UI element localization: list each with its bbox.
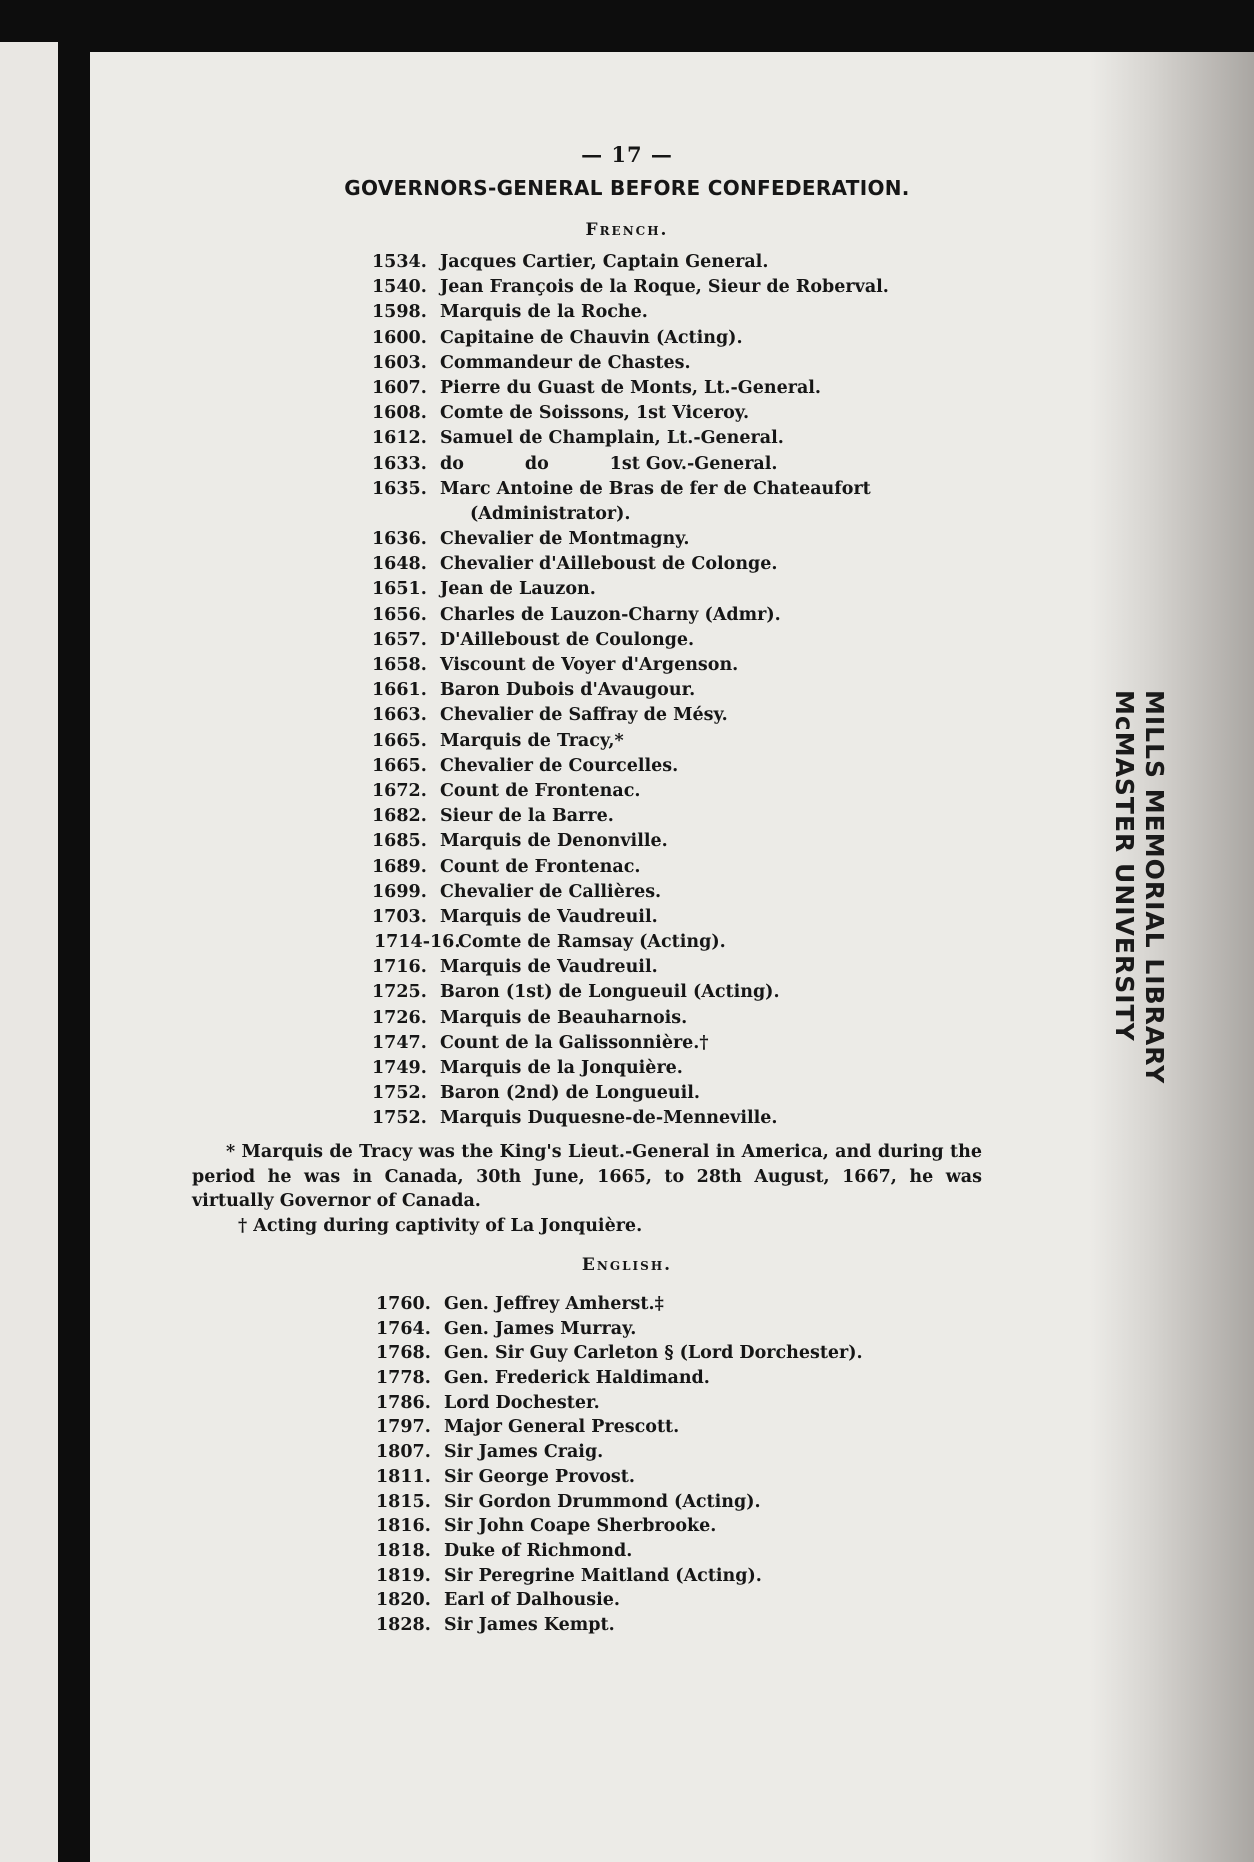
entry-year: 1747. xyxy=(372,1032,427,1053)
entry-year: 1725. xyxy=(372,982,427,1003)
entry-year: 1768. xyxy=(376,1343,431,1364)
list-item xyxy=(0,1442,1254,1467)
entry-name: Sir James Kempt. xyxy=(444,1614,615,1635)
entry-name: Marquis Duquesne-de-Menneville. xyxy=(440,1108,778,1129)
list-item xyxy=(0,1058,1254,1083)
list-item xyxy=(0,756,1254,781)
entry-name: Baron (1st) de Longueuil (Acting). xyxy=(440,982,780,1003)
entry-name: Sir Gordon Drummond (Acting). xyxy=(444,1491,761,1512)
list-item xyxy=(0,529,1254,554)
list-item xyxy=(0,403,1254,428)
list-item xyxy=(0,1368,1254,1393)
entry-name: Gen. James Murray. xyxy=(444,1318,637,1339)
entry-name: Baron Dubois d'Avaugour. xyxy=(440,680,696,701)
list-item xyxy=(0,907,1254,932)
list-item xyxy=(0,378,1254,403)
entry-year: 1752. xyxy=(372,1083,427,1104)
entry-year: 1633. xyxy=(372,453,427,474)
list-item xyxy=(0,630,1254,655)
entry-year: 1598. xyxy=(372,302,427,323)
entry-name: Marquis de Vaudreuil. xyxy=(440,906,658,927)
entry-name: Marquis de la Roche. xyxy=(440,302,648,323)
entry-name: Chevalier de Courcelles. xyxy=(440,755,679,776)
entry-year: 1828. xyxy=(376,1614,431,1635)
entry-name: Duke of Richmond. xyxy=(444,1540,633,1561)
entry-name: Capitaine de Chauvin (Acting). xyxy=(440,327,743,348)
list-item xyxy=(0,605,1254,630)
entry-year: 1764. xyxy=(376,1318,431,1339)
entry-name: Marquis de Beauharnois. xyxy=(440,1007,688,1028)
list-item xyxy=(0,579,1254,604)
list-item xyxy=(0,428,1254,453)
list-item xyxy=(0,1393,1254,1418)
entry-year: 1816. xyxy=(376,1516,431,1537)
footnote-tracy: * Marquis de Tracy was the King's Lieut.-General in America, and during the period he was in Canada, 30th June, 1665, to 28th August, 1667, he was virtually Governor of Canada. xyxy=(192,1142,982,1211)
entry-name: Sir James Craig. xyxy=(444,1442,604,1463)
entry-year: 1612. xyxy=(372,428,427,449)
entry-year: 1600. xyxy=(372,327,427,348)
entry-year: 1815. xyxy=(376,1491,431,1512)
list-item xyxy=(0,957,1254,982)
entry-year: 1656. xyxy=(372,604,427,625)
list-item xyxy=(0,1319,1254,1344)
entry-name: Comte de Ramsay (Acting). xyxy=(458,932,726,953)
entry-year: 1657. xyxy=(372,629,427,650)
list-item xyxy=(0,731,1254,756)
entry-year: 1786. xyxy=(376,1392,431,1413)
entry-year: 1603. xyxy=(372,352,427,373)
entry-name: Sir George Provost. xyxy=(444,1466,635,1487)
entry-name: Marquis de Vaudreuil. xyxy=(440,957,658,978)
list-item xyxy=(0,504,1254,529)
list-item xyxy=(0,1566,1254,1591)
entry-name: Count de Frontenac. xyxy=(440,856,641,877)
entry-name: Baron (2nd) de Longueuil. xyxy=(440,1083,700,1104)
list-item xyxy=(0,1083,1254,1108)
entry-name: Lord Dochester. xyxy=(444,1392,600,1413)
entry-name: Sieur de la Barre. xyxy=(440,806,614,827)
english-governors-list xyxy=(0,1294,1254,1640)
list-item xyxy=(0,857,1254,882)
entry-year: 1760. xyxy=(376,1294,431,1314)
page-number: — 17 — xyxy=(581,142,673,167)
list-item xyxy=(0,680,1254,705)
entry-year: 1658. xyxy=(372,655,427,675)
entry-year: 1682. xyxy=(372,806,427,827)
list-item xyxy=(0,932,1254,957)
list-item xyxy=(0,1008,1254,1033)
list-item xyxy=(0,454,1254,479)
entry-name: do do 1st Gov.-General. xyxy=(440,453,778,474)
entry-year: 1699. xyxy=(372,881,427,902)
entry-name: Marc Antoine de Bras de fer de Chateaufort xyxy=(440,478,871,499)
entry-name: Count de Frontenac. xyxy=(440,780,641,801)
entry-year: 1818. xyxy=(376,1540,431,1561)
list-item xyxy=(0,252,1254,277)
entry-name: Major General Prescott. xyxy=(444,1417,680,1438)
list-item xyxy=(0,302,1254,327)
entry-year: 1811. xyxy=(376,1466,431,1487)
list-item xyxy=(0,277,1254,302)
entry-name: (Administrator). xyxy=(470,503,631,524)
entry-name: Earl of Dalhousie. xyxy=(444,1590,620,1611)
entry-year: 1752. xyxy=(372,1108,427,1129)
entry-name: Charles de Lauzon-Charny (Admr). xyxy=(440,604,781,625)
entry-name: Sir John Coape Sherbrooke. xyxy=(444,1516,717,1537)
page-title: GOVERNORS-GENERAL BEFORE CONFEDERATION. xyxy=(344,176,910,200)
footnotes xyxy=(192,1140,982,1238)
list-item xyxy=(0,1417,1254,1442)
french-governors-list xyxy=(0,252,1254,1134)
list-item xyxy=(0,479,1254,504)
entry-name: Viscount de Voyer d'Argenson. xyxy=(440,655,739,675)
entry-name: Sir Peregrine Maitland (Acting). xyxy=(444,1565,762,1586)
entry-name: Commandeur de Chastes. xyxy=(440,352,691,373)
entry-name: Chevalier de Montmagny. xyxy=(440,529,690,550)
entry-name: Marquis de Denonville. xyxy=(440,831,668,852)
list-item xyxy=(0,655,1254,680)
list-item xyxy=(0,1516,1254,1541)
entry-name: Comte de Soissons, 1st Viceroy. xyxy=(440,403,750,424)
stamp-line-library: MILLS MEMORIAL LIBRARY xyxy=(1140,690,1169,1085)
list-item xyxy=(0,1541,1254,1566)
entry-year: 1703. xyxy=(372,906,427,927)
list-item xyxy=(0,982,1254,1007)
list-item xyxy=(0,1590,1254,1615)
entry-year: 1689. xyxy=(372,856,427,877)
list-item xyxy=(0,831,1254,856)
entry-name: Gen. Jeffrey Amherst.‡ xyxy=(444,1294,664,1314)
list-item xyxy=(0,1467,1254,1492)
entry-year: 1607. xyxy=(372,377,427,398)
list-item xyxy=(0,1615,1254,1640)
list-item xyxy=(0,1294,1254,1319)
entry-year: 1648. xyxy=(372,554,427,575)
entry-name: Marquis de Tracy,* xyxy=(440,730,624,751)
entry-year: 1663. xyxy=(372,705,427,726)
entry-year: 1778. xyxy=(376,1368,431,1389)
entry-year: 1820. xyxy=(376,1590,431,1611)
entry-name: Count de la Galissonnière.† xyxy=(440,1032,709,1053)
entry-name: Samuel de Champlain, Lt.-General. xyxy=(440,428,784,449)
list-item xyxy=(0,353,1254,378)
entry-name: Jean de Lauzon. xyxy=(440,579,596,600)
entry-name: Jean François de la Roque, Sieur de Roberval. xyxy=(440,277,889,298)
entry-name: Gen. Frederick Haldimand. xyxy=(444,1368,710,1389)
entry-name: Jacques Cartier, Captain General. xyxy=(440,252,769,272)
list-item xyxy=(0,328,1254,353)
entry-year: 1661. xyxy=(372,680,427,701)
entry-year: 1685. xyxy=(372,831,427,852)
entry-year: 1665. xyxy=(372,730,427,751)
entry-year: 1749. xyxy=(372,1058,427,1078)
list-item xyxy=(0,1492,1254,1517)
list-item xyxy=(0,806,1254,831)
entry-name: Chevalier de Callières. xyxy=(440,881,662,902)
entry-year: 1636. xyxy=(372,529,427,550)
list-item xyxy=(0,882,1254,907)
entry-name: Chevalier de Saffray de Mésy. xyxy=(440,705,728,726)
list-item xyxy=(0,1108,1254,1133)
entry-year: 1672. xyxy=(372,780,427,801)
entry-year: 1534. xyxy=(372,252,427,272)
list-item xyxy=(0,705,1254,730)
entry-year: 1797. xyxy=(376,1417,431,1438)
section-heading-english: English. xyxy=(581,1255,673,1275)
entry-year: 1665. xyxy=(372,755,427,776)
entry-year: 1726. xyxy=(372,1007,427,1028)
entry-year: 1540. xyxy=(372,277,427,298)
entry-year: 1819. xyxy=(376,1565,431,1586)
entry-year: 1635. xyxy=(372,478,427,499)
stamp-line-university: McMASTER UNIVERSITY xyxy=(1110,690,1139,1042)
entry-name: Pierre du Guast de Monts, Lt.-General. xyxy=(440,377,822,398)
entry-name: Chevalier d'Ailleboust de Colonge. xyxy=(440,554,778,575)
entry-year: 1608. xyxy=(372,403,427,424)
list-item xyxy=(0,1343,1254,1368)
entry-year: 1651. xyxy=(372,579,427,600)
entry-year: 1807. xyxy=(376,1442,431,1463)
section-heading-french: French. xyxy=(585,220,669,240)
list-item xyxy=(0,1033,1254,1058)
entry-name: D'Ailleboust de Coulonge. xyxy=(440,629,695,650)
list-item xyxy=(0,554,1254,579)
entry-year: 1716. xyxy=(372,957,427,978)
entry-year: 1714-16. xyxy=(374,932,461,953)
list-item xyxy=(0,781,1254,806)
footnote-jonquiere: † Acting during captivity of La Jonquière. xyxy=(238,1215,643,1236)
entry-name: Marquis de la Jonquière. xyxy=(440,1058,683,1078)
entry-name: Gen. Sir Guy Carleton § (Lord Dorchester). xyxy=(444,1343,863,1364)
